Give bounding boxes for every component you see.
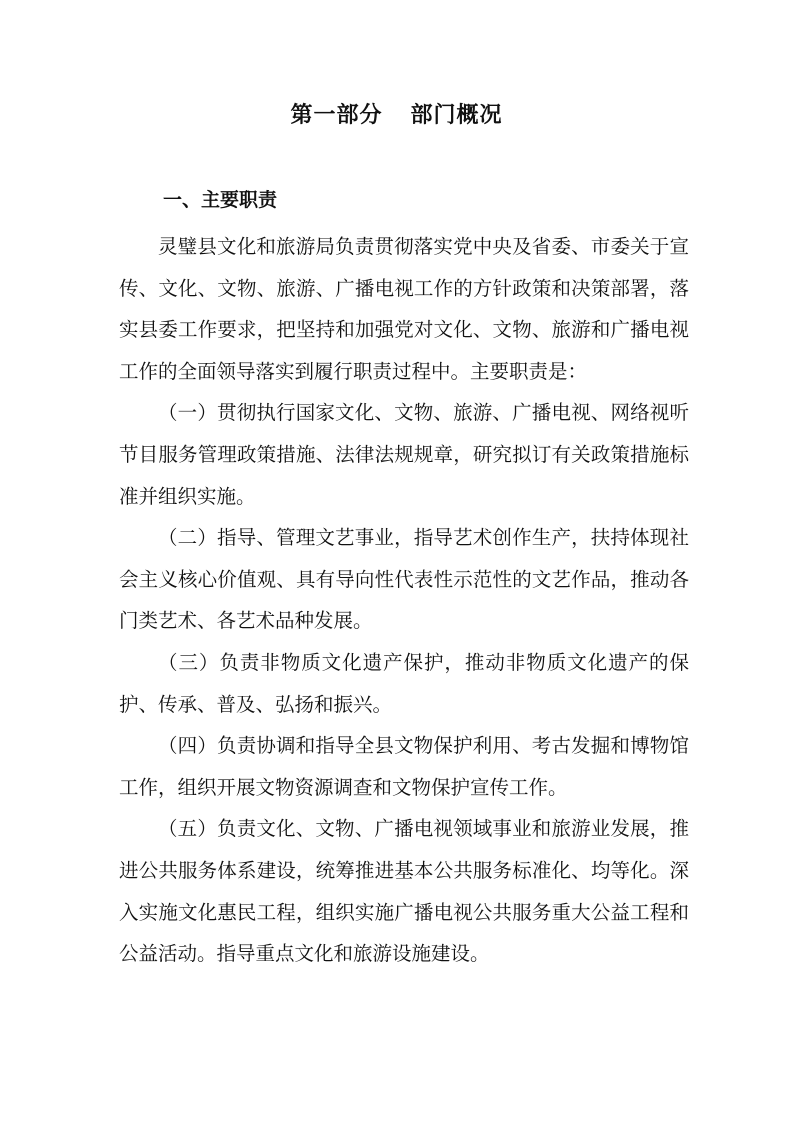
paragraph-duty-2: （二）指导、管理文艺事业，指导艺术创作生产，扶持体现社会主义核心价值观、具有导向性代表性示范性的文艺作品，推动各门类艺术、各艺术品种发展。 [119,526,689,633]
paragraph-duty-5: （五）负责文化、文物、广播电视领域事业和旅游业发展，推进公共服务体系建设，统筹推进基本公共服务标准化、均等化。深入实施文化惠民工程，组织实施广播电视公共服务重大公益工程和公益活动。指导重点文化和旅游设施建设。 [119,817,689,966]
title-part: 第一部分 [290,103,383,128]
paragraph-duty-4: （四）负责协调和指导全县文物保护利用、考古发掘和博物馆工作，组织开展文物资源调查和文物保护宣传工作。 [119,734,689,799]
paragraph-duty-1: （一）贯彻执行国家文化、文物、旅游、广播电视、网络视听节目服务管理政策措施、法律法规规章，研究拟订有关政策措施标准并组织实施。 [119,401,689,508]
page-title [0,98,793,129]
title-name: 部门概况 [410,103,503,128]
paragraph-intro: 灵璧县文化和旅游局负责贯彻落实党中央及省委、市委关于宣传、文化、文物、旅游、广播电视工作的方针政策和决策部署，落实县委工作要求，把坚持和加强党对文化、文物、旅游和广播电视工作的全面领导落实到履行职责过程中。主要职责是： [119,235,689,383]
body-text [119,226,689,975]
section-heading: 一、主要职责 [163,189,278,211]
paragraph-duty-3: （三）负责非物质文化遗产保护，推动非物质文化遗产的保护、传承、普及、弘扬和振兴。 [119,650,689,716]
